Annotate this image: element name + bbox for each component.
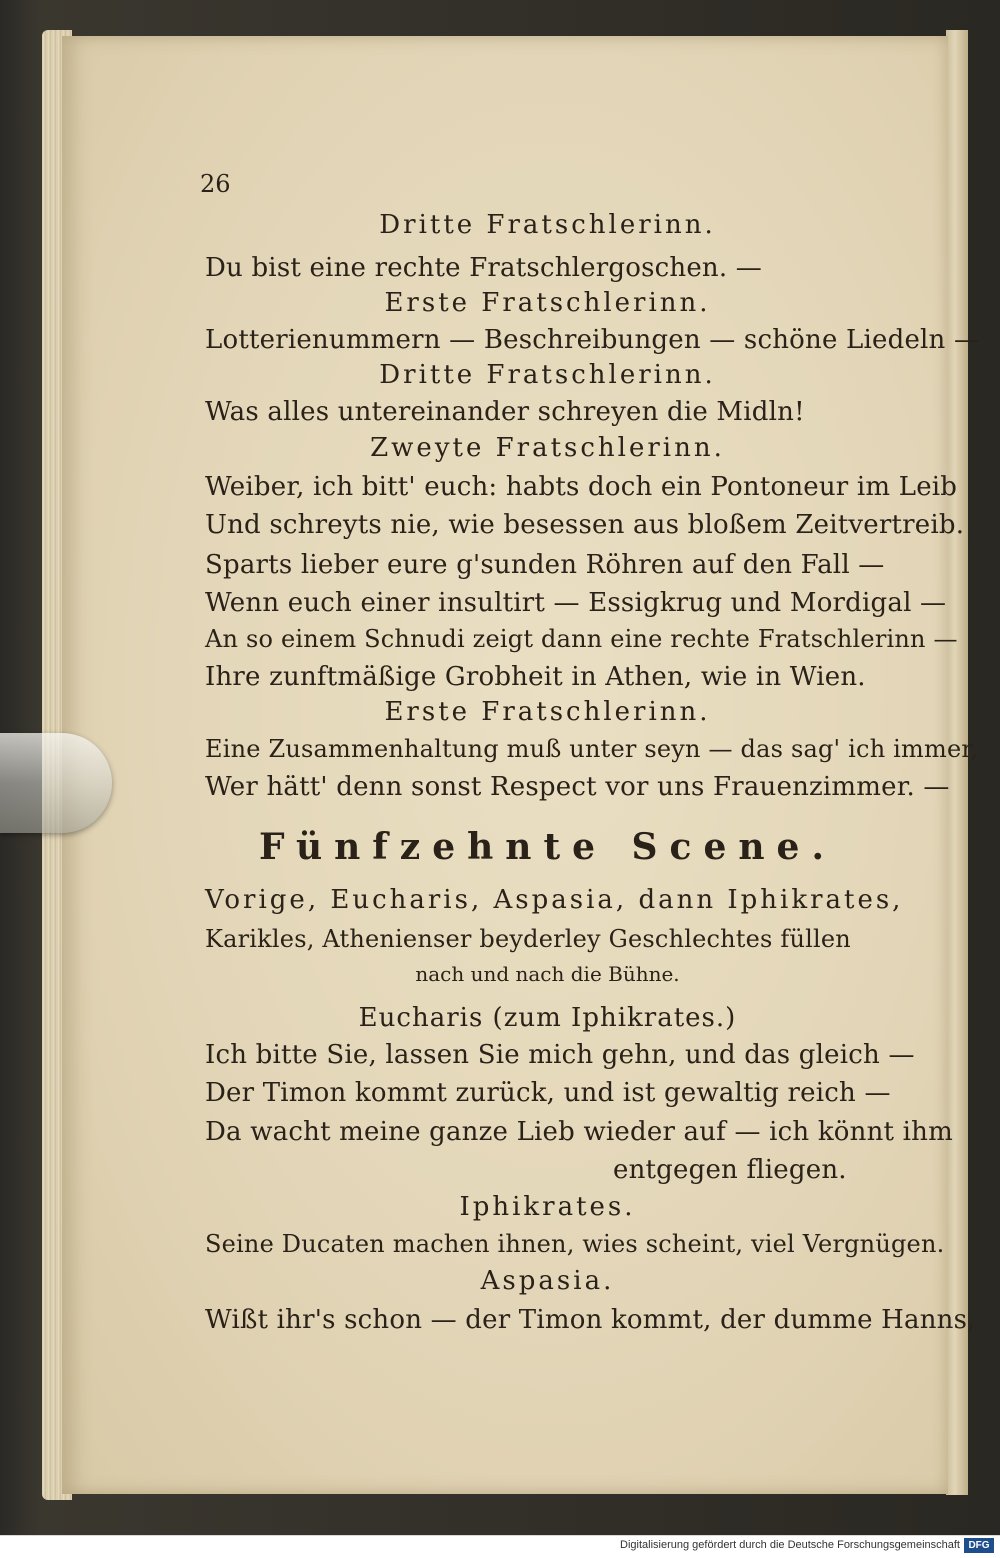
verse-line: Der Timon kommt zurück, und ist gewaltig reich — <box>205 1078 891 1108</box>
verse-line: Sparts lieber eure g'sunden Röhren auf den Fall — <box>205 550 885 580</box>
speaker-heading: Dritte Fratschlerinn. <box>379 360 716 390</box>
speaker-heading: Dritte Fratschlerinn. <box>379 210 716 240</box>
funding-credit: Digitalisierung gefördert durch die Deutsche Forschungsgemeinschaft <box>620 1539 960 1551</box>
speaker-heading: Erste Fratschlerinn. <box>384 288 711 318</box>
verse-line: Wenn euch einer insultirt — Essigkrug und Mordigal — <box>205 588 947 618</box>
verse-line: Ich bitte Sie, lassen Sie mich gehn, und das gleich — <box>205 1040 915 1070</box>
verse-line: Ihre zunftmäßige Grobheit in Athen, wie in Wien. <box>205 662 866 692</box>
verse-line: An so einem Schnudi zeigt dann eine rechte Fratschlerinn — <box>205 625 958 653</box>
speaker-heading: Aspasia. <box>480 1266 615 1296</box>
speaker-heading: Eucharis (zum Iphikrates.) <box>358 1003 737 1033</box>
verse-line: Eine Zusammenhaltung muß unter seyn — das sag' ich immer, <box>205 735 979 763</box>
verse-line: Du bist eine rechte Fratschlergoschen. — <box>205 253 762 283</box>
page-number: 26 <box>200 170 231 198</box>
verse-line: Und schreyts nie, wie besessen aus bloßem Zeitvertreib. <box>205 510 965 540</box>
verse-line: Seine Ducaten machen ihnen, wies scheint, viel Vergnügen. <box>205 1230 945 1258</box>
speaker-heading: Zweyte Fratschlerinn. <box>370 433 725 463</box>
verse-line: Lotterienummern — Beschreibungen — schöne Liedeln — <box>205 325 981 355</box>
scene-title: Fünfzehnte Scene. <box>259 826 836 868</box>
verse-line: Was alles untereinander schreyen die Midln! <box>205 397 805 427</box>
stage-direction: Vorige, Eucharis, Aspasia, dann Iphikrates, <box>205 885 904 915</box>
speaker-heading: Erste Fratschlerinn. <box>384 697 711 727</box>
verse-line: entgegen fliegen. <box>613 1155 847 1185</box>
verse-line: Wer hätt' denn sonst Respect vor uns Frauenzimmer. — <box>205 772 950 802</box>
verse-line: Weiber, ich bitt' euch: habts doch ein Pontoneur im Leib <box>205 472 958 502</box>
stage-direction: nach und nach die Bühne. <box>415 962 680 986</box>
page-clip <box>0 733 112 833</box>
verse-line: Wißt ihr's schon — der Timon kommt, der dumme Hanns, <box>205 1305 976 1335</box>
stage-direction: Karikles, Athenienser beyderley Geschlechtes füllen <box>205 925 851 953</box>
verse-line: Da wacht meine ganze Lieb wieder auf — ich könnt ihm <box>205 1117 953 1147</box>
speaker-heading: Iphikrates. <box>459 1192 636 1222</box>
dfg-logo: DFG <box>964 1538 994 1553</box>
